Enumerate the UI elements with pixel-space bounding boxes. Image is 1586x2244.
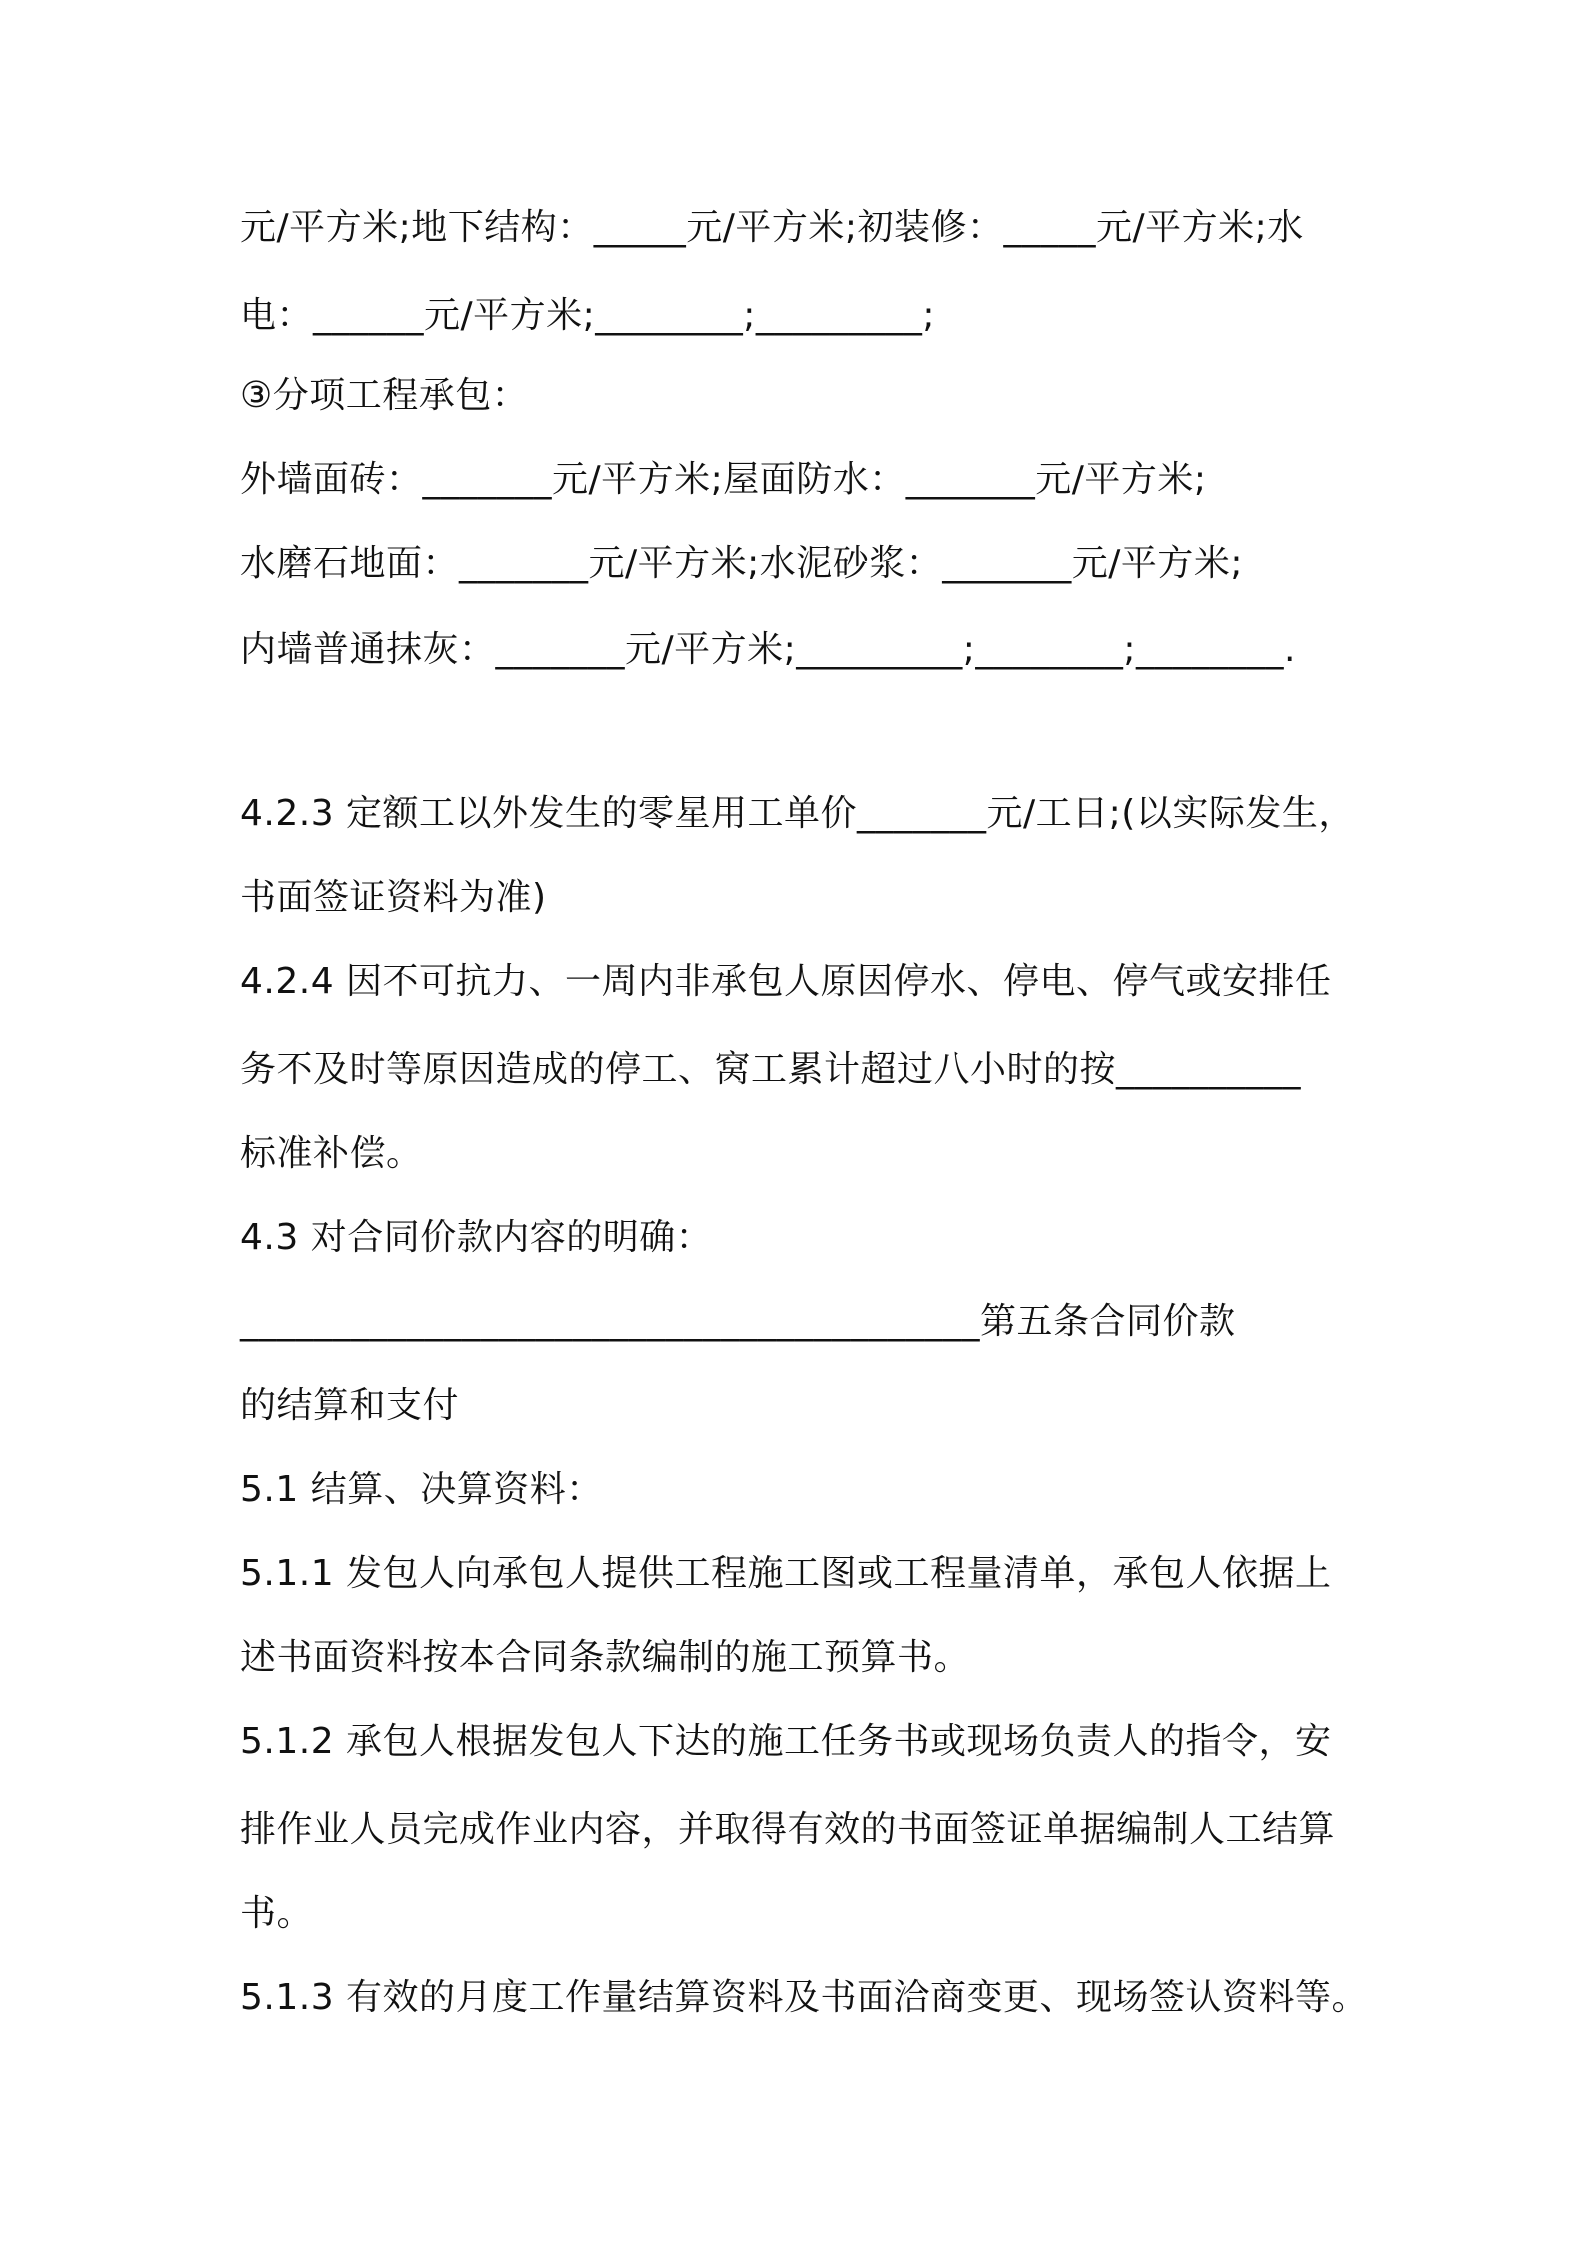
text-line: 4.3 对合同价款内容的明确： <box>240 1217 713 1258</box>
text-line: 的结算和支付 <box>240 1385 460 1426</box>
text-line: 5.1 结算、决算资料： <box>240 1469 603 1510</box>
text-line: 外墙面砖：_______元/平方米;屋面防水：_______元/平方米; <box>240 459 1207 500</box>
text-line: 电：______元/平方米;________;_________; <box>240 295 936 336</box>
text-line: 5.1.3 有效的月度工作量结算资料及书面洽商变更、现场签认资料等。 <box>240 1977 1369 2018</box>
text-line: 内墙普通抹灰：_______元/平方米;_________;________;________. <box>240 629 1296 670</box>
text-line: ③分项工程承包： <box>240 375 529 416</box>
text-line: 务不及时等原因造成的停工、窝工累计超过八小时的按__________ <box>240 1049 1302 1090</box>
text-line: 5.1.1 发包人向承包人提供工程施工图或工程量清单，承包人依据上 <box>240 1553 1332 1594</box>
text-line: 4.2.4 因不可抗力、一周内非承包人原因停水、停电、停气或安排任 <box>240 961 1332 1002</box>
text-line: 5.1.2 承包人根据发包人下达的施工任务书或现场负责人的指令，安 <box>240 1721 1332 1762</box>
text-line: ________________________________________第五条合同价款 <box>240 1301 1236 1342</box>
text-line: 元/平方米;地下结构：_____元/平方米;初装修：_____元/平方米;水 <box>240 207 1304 248</box>
text-line: 书。 <box>240 1893 314 1934</box>
text-line: 水磨石地面：_______元/平方米;水泥砂浆：_______元/平方米; <box>240 543 1244 584</box>
text-line: 4.2.3 定额工以外发生的零星用工单价_______元/工日;(以实际发生， <box>240 793 1355 834</box>
text-line: 书面签证资料为准) <box>240 877 547 918</box>
text-line: 述书面资料按本合同条款编制的施工预算书。 <box>240 1637 971 1678</box>
text-line: 排作业人员完成作业内容，并取得有效的书面签证单据编制人工结算 <box>240 1809 1336 1850</box>
text-line: 标准补偿。 <box>240 1133 423 1174</box>
